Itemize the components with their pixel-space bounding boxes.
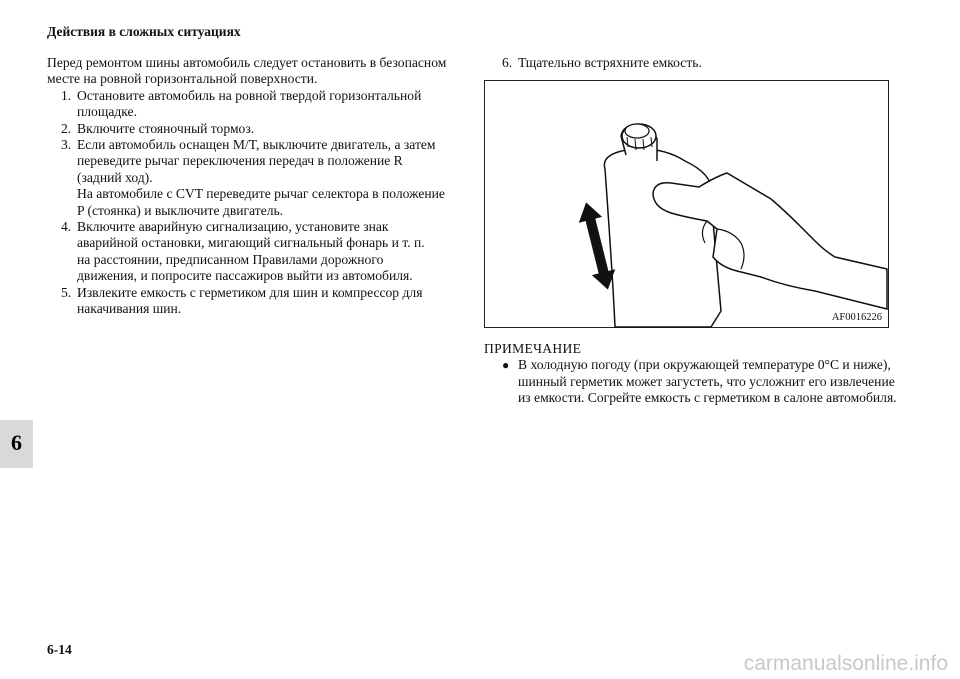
chapter-tab: 6: [0, 420, 33, 468]
page-number: 6-14: [47, 642, 72, 657]
intro-paragraph: Перед ремонтом шины автомобиль следует остановить в безопасном месте на ровной горизонтальной поверхности.: [47, 55, 447, 87]
step-2: 2. Включите стояночный тормоз.: [61, 120, 255, 136]
left-column: [47, 55, 457, 318]
step-6: 6. Тщательно встряхните емкость.: [502, 55, 702, 70]
illustration-graphic: [485, 81, 890, 329]
page-header: Действия в сложных ситуациях: [47, 24, 241, 39]
bullet-icon: ●: [502, 358, 510, 373]
right-column: [484, 55, 904, 71]
step-5: 5. Извлеките емкость с герметиком для шин и компрессор для накачивания шин.: [61, 284, 423, 317]
shake-bottle-illustration: [484, 80, 889, 328]
note-item: ● В холодную погоду (при окружающей температуре 0°C и ниже), шинный герметик может загустеть, что усложнит его извлечение из емкости. Согрейте емкость с герметиком в салоне автомобиля.: [502, 357, 897, 406]
watermark: carmanualsonline.info: [743, 652, 948, 675]
step-1: 1. Остановите автомобиль на ровной твердой горизонтальной площадке.: [61, 87, 422, 120]
figure-code: AF0016226: [831, 312, 882, 323]
step-3: 3. Если автомобиль оснащен M/T, выключите двигатель, а затем переведите рычаг переключения передач в положение R (задний ход). На автомобиле с CVT переведите рычаг селектора в положение P (стоянка) и выключите двигатель.: [61, 137, 445, 218]
steps-list: [47, 88, 457, 318]
note-block: [484, 341, 904, 407]
step-4: 4. Включите аварийную сигнализацию, установите знак аварийной остановки, мигающий сигнальный фонарь и т. п. на расстоянии, предписанном Правилами дорожного движения, и попросите пассажиров выйти из автомобиля.: [61, 219, 425, 284]
note-title: ПРИМЕЧАНИЕ: [484, 341, 582, 356]
